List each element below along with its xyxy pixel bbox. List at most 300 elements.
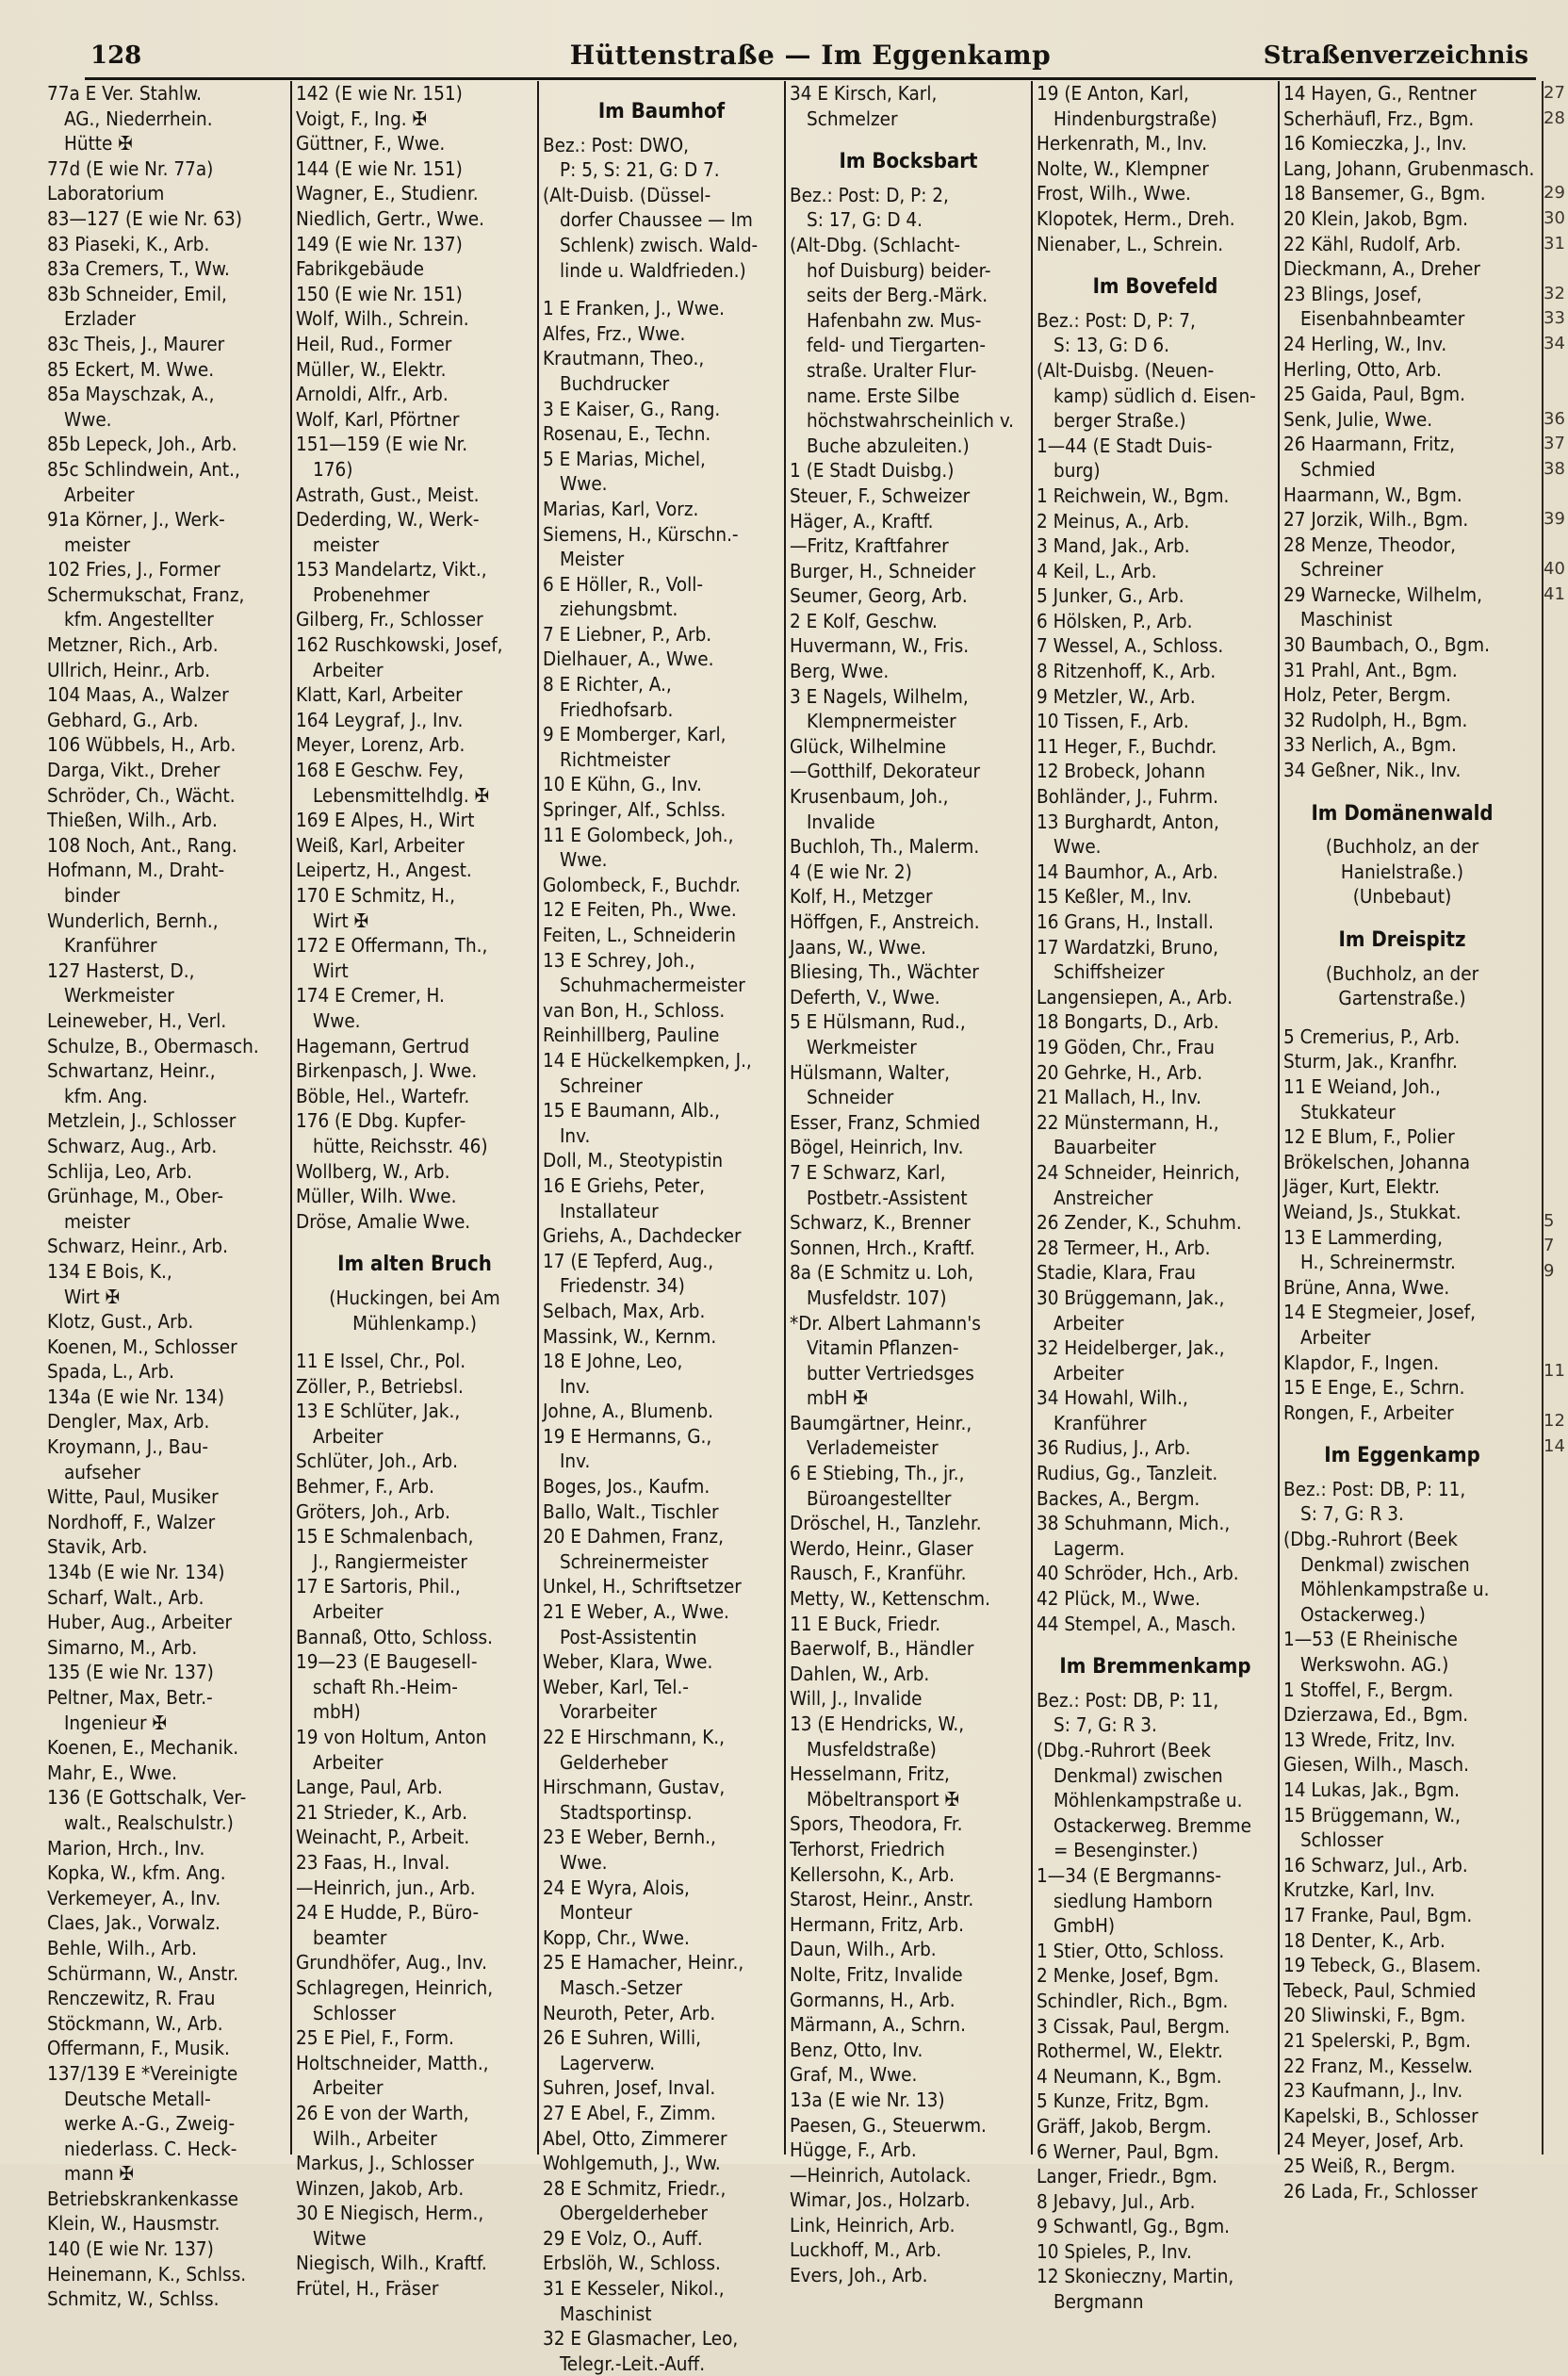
entry-continuation: Büroangestellter xyxy=(807,1486,952,1510)
entry-continuation: Wwe. xyxy=(1054,835,1102,859)
directory-entry: Klotz, Gust., Arb. xyxy=(47,1310,194,1334)
page-number: 128 xyxy=(90,41,142,70)
directory-entry: 15 E Baumann, Alb., xyxy=(543,1099,720,1122)
directory-entry: Birkenpasch, J. Wwe. xyxy=(296,1059,478,1083)
directory-entry: Rudius, Gg., Tanzleit. xyxy=(1037,1462,1218,1485)
directory-entry: 34 Geßner, Nik., Inv. xyxy=(1283,759,1462,782)
edge-fragment xyxy=(1544,983,1568,1008)
directory-entry: 13 E Lammerding, xyxy=(1283,1225,1443,1249)
directory-entry: Huber, Aug., Arbeiter xyxy=(47,1611,233,1634)
directory-entry: 1 (E Stadt Duisbg.) xyxy=(790,459,955,483)
directory-entry: Stöckmann, W., Arb. xyxy=(47,2011,223,2035)
directory-entry: 17 Wardatzki, Bruno, xyxy=(1037,935,1218,959)
entry-continuation: name. Erste Silbe xyxy=(807,384,960,407)
directory-entry: 4 Keil, L., Arb. xyxy=(1037,559,1157,582)
directory-entry: 20 Gehrke, H., Arb. xyxy=(1037,1060,1203,1084)
directory-entry: Sturm, Jak., Kranfhr. xyxy=(1283,1050,1458,1073)
directory-entry: 16 Grans, H., Install. xyxy=(1037,910,1214,933)
directory-entry: Langer, Friedr., Bgm. xyxy=(1037,2165,1217,2188)
entry-continuation: mbH) xyxy=(313,1700,361,1724)
directory-entry: 31 Prahl, Ant., Bgm. xyxy=(1283,658,1458,681)
edge-fragment xyxy=(1544,1711,1568,1736)
directory-entry: Erbslöh, W., Schloss. xyxy=(543,2252,721,2275)
entry-continuation: hof Duisburg) beider- xyxy=(807,258,991,282)
directory-entry: Winzen, Jakob, Arb. xyxy=(296,2176,465,2200)
directory-entry: 136 (E Gottschalk, Ver- xyxy=(47,1786,247,1810)
directory-entry: 1 Stoffel, F., Bergm. xyxy=(1283,1678,1454,1701)
directory-entry: Daun, Wilh., Arb. xyxy=(790,1938,937,1961)
directory-entry: Fabrikgebäude xyxy=(296,257,424,281)
directory-entry: 24 E Wyra, Alois, xyxy=(543,1876,690,1899)
directory-entry: 8a (E Schmitz u. Loh, xyxy=(790,1261,974,1285)
entry-continuation: Maschinist xyxy=(1300,608,1393,631)
street-note: (Buchholz, an der xyxy=(1325,961,1479,985)
directory-entry: Suhren, Josef, Inval. xyxy=(543,2076,716,2100)
entry-continuation: Maschinist xyxy=(560,2302,652,2325)
street-note: (Huckingen, bei Am xyxy=(329,1286,500,1309)
entry-continuation: Möhlenkampstraße u. xyxy=(1054,1789,1243,1812)
directory-entry: 1 E Franken, J., Wwe. xyxy=(543,297,726,320)
column-6 xyxy=(1278,81,1535,2203)
directory-entry: Golombeck, F., Buchdr. xyxy=(543,873,741,896)
directory-entry: 77a E Ver. Stahlw. xyxy=(47,82,203,105)
edge-fragment xyxy=(1544,607,1568,632)
directory-entry: Leipertz, H., Angest. xyxy=(296,859,472,882)
directory-entry: 7 Wessel, A., Schloss. xyxy=(1037,634,1224,658)
directory-entry: 6 Werner, Paul, Bgm. xyxy=(1037,2139,1219,2163)
directory-entry: 12 Skonieczny, Martin, xyxy=(1037,2265,1234,2288)
edge-fragment xyxy=(1544,357,1568,383)
directory-entry: 6 Hölsken, P., Arb. xyxy=(1037,609,1193,632)
directory-entry: 108 Noch, Ant., Rang. xyxy=(47,833,237,857)
directory-entry: Simarno, M., Arb. xyxy=(47,1635,198,1659)
directory-entry: 8 Jebavy, Jul., Arb. xyxy=(1037,2189,1196,2213)
directory-entry: (Alt-Duisbg. (Neuen- xyxy=(1037,358,1215,382)
directory-entry: Krautmann, Theo., xyxy=(543,347,705,370)
street-heading: Im Bremmenkamp xyxy=(1059,1655,1251,1680)
directory-entry: 1 Reichwein, W., Bgm. xyxy=(1037,483,1230,507)
directory-entry: Hagemann, Gertrud xyxy=(296,1034,470,1057)
edge-fragment xyxy=(1544,2211,1568,2237)
directory-entry: 5 Kunze, Fritz, Bgm. xyxy=(1037,2089,1210,2113)
directory-entry: Holtschneider, Matth., xyxy=(296,2051,489,2074)
entry-continuation: Werkmeister xyxy=(64,984,174,1008)
directory-entry: Krusenbaum, Joh., xyxy=(790,785,949,809)
directory-entry: 3 Mand, Jak., Arb. xyxy=(1037,534,1190,558)
directory-entry: 7 E Liebner, P., Arb. xyxy=(543,622,712,646)
directory-entry: Marion, Hrch., Inv. xyxy=(47,1836,205,1860)
edge-fragment xyxy=(1544,1761,1568,1786)
edge-fragment xyxy=(1544,1309,1568,1335)
directory-entry: Bez.: Post: DB, P: 11, xyxy=(1283,1477,1466,1500)
directory-entry: 22 Kähl, Rudolf, Arb. xyxy=(1283,232,1462,255)
directory-entry: Baumgärtner, Heinr., xyxy=(790,1411,972,1434)
directory-entry: 12 E Blum, F., Polier xyxy=(1283,1125,1455,1149)
edge-fragment xyxy=(1544,2161,1568,2187)
directory-entry: 15 E Enge, E., Schrn. xyxy=(1283,1376,1465,1400)
directory-entry: Spada, L., Arb. xyxy=(47,1360,175,1384)
directory-entry: 170 E Schmitz, H., xyxy=(296,884,456,907)
edge-fragment xyxy=(1544,1134,1568,1159)
directory-entry: Höffgen, F., Anstreich. xyxy=(790,910,980,933)
directory-entry: 32 E Glasmacher, Leo, xyxy=(543,2327,739,2351)
directory-entry: Mahr, E., Wwe. xyxy=(47,1761,177,1784)
directory-entry: Will, J., Invalide xyxy=(790,1687,923,1711)
street-note: (Unbebaut) xyxy=(1352,885,1452,909)
entry-continuation: Verlademeister xyxy=(807,1436,939,1460)
directory-entry: Heil, Rud., Former xyxy=(296,332,452,355)
entry-continuation: Invalide xyxy=(807,810,875,833)
directory-entry: 16 E Griehs, Peter, xyxy=(543,1173,705,1197)
directory-entry: 1—34 (E Bergmanns- xyxy=(1037,1863,1222,1887)
directory-entry: 26 Zender, K., Schuhm. xyxy=(1037,1211,1242,1235)
edge-fragment xyxy=(1544,1811,1568,1836)
directory-entry: Bögel, Heinrich, Inv. xyxy=(790,1136,964,1159)
directory-entry: Berg, Wwe. xyxy=(790,660,890,683)
edge-fragment xyxy=(1544,1836,1568,1861)
entry-continuation: beamter xyxy=(313,1925,387,1949)
entry-continuation: Erzlader xyxy=(64,307,136,331)
directory-entry: 28 E Schmitz, Friedr., xyxy=(543,2176,727,2200)
entry-continuation: Schmied xyxy=(1300,457,1376,481)
entry-continuation: mann ✠ xyxy=(64,2162,134,2186)
directory-entry: 11 E Golombeck, Joh., xyxy=(543,823,734,846)
directory-entry: 30 E Niegisch, Herm., xyxy=(296,2202,484,2225)
directory-entry: 12 E Feiten, Ph., Wwe. xyxy=(543,898,737,922)
directory-entry: 134 E Bois, K., xyxy=(47,1259,172,1283)
entry-continuation: Lebensmittelhdlg. ✠ xyxy=(313,783,490,807)
directory-entry: Nienaber, L., Schrein. xyxy=(1037,232,1224,255)
directory-entry: 134a (E wie Nr. 134) xyxy=(47,1385,225,1408)
edge-fragment xyxy=(1544,883,1568,909)
entry-continuation: Arbeiter xyxy=(313,1600,384,1624)
street-note: (Buchholz, an der xyxy=(1325,835,1479,859)
edge-fragment xyxy=(1544,483,1568,508)
directory-entry: 10 E Kühn, G., Inv. xyxy=(543,773,702,796)
entry-continuation: Masch.-Setzer xyxy=(560,1975,683,1999)
entry-continuation: Musfeldstraße) xyxy=(807,1737,937,1761)
directory-entry: 34 E Kirsch, Karl, xyxy=(790,82,938,105)
directory-entry: 172 E Offermann, Th., xyxy=(296,934,488,958)
directory-entry: Dröse, Amalie Wwe. xyxy=(296,1209,471,1233)
directory-entry: 5 E Marias, Michel, xyxy=(543,447,706,470)
entry-continuation: ziehungsbmt. xyxy=(560,598,678,621)
directory-entry: 18 Denter, K., Arb. xyxy=(1283,1928,1446,1952)
edge-fragment xyxy=(1544,156,1568,182)
directory-entry: 21 E Weber, A., Wwe. xyxy=(543,1600,729,1624)
directory-entry: 14 Baumhor, A., Arb. xyxy=(1037,860,1218,883)
entry-continuation: höchstwahrscheinlich v. xyxy=(807,409,1015,433)
directory-entry: 85c Schlindwein, Ant., xyxy=(47,457,240,481)
directory-entry: Wohlgemuth, J., Ww. xyxy=(543,2152,721,2175)
directory-entry: Nordhoff, F., Walzer xyxy=(47,1510,216,1533)
directory-entry: 18 Bansemer, G., Bgm. xyxy=(1283,182,1486,205)
edge-fragment: 37 xyxy=(1544,434,1565,454)
directory-entry: Schlüter, Joh., Arb. xyxy=(296,1450,458,1473)
entry-continuation: Friedhofsarb. xyxy=(560,697,674,721)
directory-entry: 102 Fries, J., Former xyxy=(47,558,220,582)
directory-entry: 137/139 E *Vereinigte xyxy=(47,2061,238,2085)
entry-continuation: Wirt ✠ xyxy=(64,1285,121,1308)
directory-entry: 8 Ritzenhoff, K., Arb. xyxy=(1037,660,1217,683)
directory-entry: 83b Schneider, Emil, xyxy=(47,282,227,305)
directory-entry: Müller, Wilh. Wwe. xyxy=(296,1185,457,1208)
entry-continuation: AG., Niederrhein. xyxy=(64,107,213,130)
directory-entry: 12 Brobeck, Johann xyxy=(1037,760,1206,783)
directory-entry: Schlija, Leo, Arb. xyxy=(47,1159,192,1183)
directory-entry: 5 Cremerius, P., Arb. xyxy=(1283,1024,1461,1048)
edge-fragment xyxy=(1544,1008,1568,1034)
directory-entry: Dröschel, H., Tanzlehr. xyxy=(790,1512,982,1535)
directory-entry: Alfes, Frz., Wwe. xyxy=(543,321,686,345)
directory-entry: 28 Termeer, H., Arb. xyxy=(1037,1236,1211,1259)
directory-entry: Werdo, Heinr., Glaser xyxy=(790,1536,973,1560)
edge-fragment xyxy=(1544,1108,1568,1134)
entry-continuation: Denkmal) zwischen xyxy=(1300,1552,1470,1576)
directory-entry: Bohländer, J., Fuhrm. xyxy=(1037,785,1219,809)
directory-entry: Krutzke, Karl, Inv. xyxy=(1283,1878,1436,1902)
directory-entry: (Dbg.-Ruhrort (Beek xyxy=(1283,1528,1458,1551)
directory-entry: 164 Leygraf, J., Inv. xyxy=(296,708,464,731)
directory-entry: 19 Göden, Chr., Frau xyxy=(1037,1035,1215,1058)
directory-entry: 10 Spieles, P., Inv. xyxy=(1037,2239,1192,2263)
directory-entry: Dengler, Max, Arb. xyxy=(47,1410,210,1434)
entry-continuation: Wwe. xyxy=(64,407,112,431)
directory-entry: 14 E Hückelkempken, J., xyxy=(543,1048,752,1072)
entry-continuation: Stukkateur xyxy=(1300,1100,1396,1123)
section-title: Straßenverzeichnis xyxy=(1263,41,1528,70)
directory-entry: 13 E Schrey, Joh., xyxy=(543,948,695,972)
directory-entry: Stavik, Arb. xyxy=(47,1535,148,1559)
directory-entry: 83 Piaseki, K., Arb. xyxy=(47,232,210,255)
column-1 xyxy=(43,81,290,2311)
directory-entry: Klatt, Karl, Arbeiter xyxy=(296,683,463,707)
directory-entry: 3 E Nagels, Wilhelm, xyxy=(790,684,969,708)
directory-entry: Niedlich, Gertr., Wwe. xyxy=(296,206,485,230)
directory-entry: Glück, Wilhelmine xyxy=(790,734,946,758)
directory-entry: Lang, Johann, Grubenmasch. xyxy=(1283,156,1535,180)
entry-continuation: straße. Uralter Flur- xyxy=(807,358,977,382)
directory-entry: Spors, Theodora, Fr. xyxy=(790,1812,963,1836)
directory-entry: 32 Rudolph, H., Bgm. xyxy=(1283,708,1468,731)
directory-entry: 38 Schuhmann, Mich., xyxy=(1037,1512,1231,1535)
entry-continuation: siedlung Hamborn xyxy=(1054,1889,1213,1912)
edge-fragment: 38 xyxy=(1544,458,1565,479)
edge-fragment: 40 xyxy=(1544,559,1565,580)
directory-entry: Marias, Karl, Vorz. xyxy=(543,497,699,520)
directory-entry: 21 Spelerski, P., Bgm. xyxy=(1283,2028,1471,2052)
directory-entry: Rongen, F., Arbeiter xyxy=(1283,1401,1454,1424)
directory-entry: Schröder, Ch., Wächt. xyxy=(47,783,236,807)
directory-entry: 20 Sliwinski, F., Bgm. xyxy=(1283,2004,1466,2027)
directory-entry: 42 Plück, M., Wwe. xyxy=(1037,1587,1200,1611)
directory-entry: 17 (E Tepferd, Aug., xyxy=(543,1249,714,1272)
directory-entry: Metty, W., Kettenschm. xyxy=(790,1587,990,1611)
directory-entry: van Bon, H., Schloss. xyxy=(543,998,726,1022)
directory-entry: Baerwolf, B., Händler xyxy=(790,1637,974,1661)
directory-entry: Massink, W., Kernm. xyxy=(543,1324,717,1348)
entry-continuation: Ostackerweg.) xyxy=(1300,1602,1426,1626)
directory-entry: —Heinrich, Autolack. xyxy=(790,2163,972,2187)
edge-fragment xyxy=(1544,632,1568,658)
entry-continuation: S: 17, G: D 4. xyxy=(807,208,923,232)
directory-entry: Lange, Paul, Arb. xyxy=(296,1776,443,1799)
entry-continuation: Arbeiter xyxy=(1054,1311,1124,1335)
directory-entry: 27 Jorzik, Wilh., Bgm. xyxy=(1283,508,1469,532)
directory-entry: 11 E Buck, Friedr. xyxy=(790,1612,941,1635)
directory-entry: Hügge, F., Arb. xyxy=(790,2138,917,2162)
edge-fragment xyxy=(1544,1285,1568,1310)
directory-entry: Brüne, Anna, Wwe. xyxy=(1283,1275,1450,1299)
edge-fragment xyxy=(1544,1936,1568,1961)
entry-continuation: Schuhmachermeister xyxy=(560,974,745,997)
entry-continuation: Hütte ✠ xyxy=(64,132,133,156)
directory-entry: 140 (E wie Nr. 137) xyxy=(47,2237,214,2261)
edge-fragment xyxy=(1544,959,1568,984)
directory-entry: 4 (E wie Nr. 2) xyxy=(790,860,912,883)
street-note: Mühlenkamp.) xyxy=(352,1311,477,1335)
directory-entry: Klapdor, F., Ingen. xyxy=(1283,1351,1440,1374)
directory-entry: Schmitz, W., Schlss. xyxy=(47,2287,220,2311)
directory-entry: 26 E Suhren, Willi, xyxy=(543,2026,701,2050)
entry-continuation: Friedenstr. 34) xyxy=(560,1274,685,1298)
directory-entry: 19—23 (E Baugesell- xyxy=(296,1650,478,1674)
entry-continuation: kfm. Ang. xyxy=(64,1084,148,1107)
entry-continuation: Buche abzuleiten.) xyxy=(807,434,970,457)
directory-entry: Stadie, Klara, Frau xyxy=(1037,1261,1196,1285)
entry-continuation: Deutsche Metall- xyxy=(64,2087,211,2110)
entry-continuation: Kranführer xyxy=(1054,1411,1147,1434)
directory-entry: 27 E Abel, F., Zimm. xyxy=(543,2101,716,2124)
directory-entry: 33 Nerlich, A., Bgm. xyxy=(1283,733,1457,757)
directory-entry: Langensiepen, A., Arb. xyxy=(1037,985,1233,1008)
edge-fragment: 32 xyxy=(1544,283,1565,303)
directory-entry: Dzierzawa, Ed., Bgm. xyxy=(1283,1703,1469,1727)
entry-continuation: Arbeiter xyxy=(313,1750,384,1774)
edge-fragment xyxy=(1544,1034,1568,1059)
directory-entry: 11 E Issel, Chr., Pol. xyxy=(296,1350,466,1373)
entry-continuation: Telegr.-Leit.-Auff. xyxy=(560,2351,706,2375)
entry-continuation: Anstreicher xyxy=(1054,1186,1153,1209)
edge-fragment: 33 xyxy=(1544,308,1565,329)
directory-entry: 149 (E wie Nr. 137) xyxy=(296,232,463,255)
directory-entry: Sonnen, Hrch., Kraftf. xyxy=(790,1236,975,1259)
directory-entry: Schermukschat, Franz, xyxy=(47,582,245,606)
directory-entry: 22 Münstermann, H., xyxy=(1037,1110,1219,1134)
entry-continuation: 176) xyxy=(313,457,353,481)
directory-entry: 174 E Cremer, H. xyxy=(296,984,445,1008)
directory-entry: Koenen, E., Mechanik. xyxy=(47,1736,239,1760)
directory-entry: 5 Junker, G., Arb. xyxy=(1037,584,1184,608)
directory-entry: Schwarz, Aug., Arb. xyxy=(47,1134,218,1157)
directory-entry: 9 Metzler, W., Arb. xyxy=(1037,684,1196,708)
entry-continuation: S: 13, G: D 6. xyxy=(1054,334,1169,357)
directory-entry: Griehs, A., Dachdecker xyxy=(543,1224,742,1248)
directory-entry: 2 Meinus, A., Arb. xyxy=(1037,509,1190,533)
street-note: Hanielstraße.) xyxy=(1340,860,1464,883)
edge-fragment: 34 xyxy=(1544,333,1565,353)
edge-fragment xyxy=(1544,682,1568,708)
directory-entry: 15 Keßler, M., Inv. xyxy=(1037,885,1192,909)
entry-continuation: walt., Realschulstr.) xyxy=(64,1811,234,1834)
directory-entry: 9 E Momberger, Karl, xyxy=(543,723,727,746)
directory-entry: Unkel, H., Schriftsetzer xyxy=(543,1575,742,1598)
directory-entry: Herkenrath, M., Inv. xyxy=(1037,132,1208,156)
directory-entry: 8 E Richter, A., xyxy=(543,673,672,696)
entry-continuation: Schiffsheizer xyxy=(1054,960,1165,984)
directory-entry: 104 Maas, A., Walzer xyxy=(47,683,229,707)
directory-entry: Brökelschen, Johanna xyxy=(1283,1150,1471,1173)
directory-entry: 13a (E wie Nr. 13) xyxy=(790,2088,945,2111)
edge-fragment xyxy=(1544,256,1568,282)
directory-entry: Bez.: Post: D, P: 2, xyxy=(790,183,949,206)
directory-entry: 13 E Schlüter, Jak., xyxy=(296,1400,461,1423)
directory-entry: 19 E Hermanns, G., xyxy=(543,1424,712,1448)
directory-entry: Haarmann, W., Bgm. xyxy=(1283,483,1462,506)
directory-entry: Meyer, Lorenz, Arb. xyxy=(296,733,466,757)
entry-continuation: J., Rangiermeister xyxy=(313,1549,467,1573)
directory-entry: 31 E Kesseler, Nikol., xyxy=(543,2277,725,2301)
directory-entry: 1 Stier, Otto, Schloss. xyxy=(1037,1939,1225,1962)
directory-entry: —Gotthilf, Dekorateur xyxy=(790,760,981,783)
directory-entry: 83—127 (E wie Nr. 63) xyxy=(47,206,242,230)
directory-entry: Link, Heinrich, Arb. xyxy=(790,2213,956,2237)
directory-entry: Böble, Hel., Wartefr. xyxy=(296,1084,470,1107)
entry-continuation: Bauarbeiter xyxy=(1054,1136,1156,1159)
edge-fragment xyxy=(1544,1910,1568,1936)
directory-entry: 19 (E Anton, Karl, xyxy=(1037,82,1189,105)
directory-entry: 144 (E wie Nr. 151) xyxy=(296,156,463,180)
edge-fragment: 5 xyxy=(1544,1210,1555,1231)
street-note: Gartenstraße.) xyxy=(1338,987,1466,1010)
directory-entry: Schwartanz, Heinr., xyxy=(47,1059,216,1083)
directory-columns xyxy=(43,81,1546,2375)
entry-continuation: Arbeiter xyxy=(1300,1325,1371,1349)
directory-entry: 10 Tissen, F., Arb. xyxy=(1037,710,1189,733)
directory-entry: Kolf, H., Metzger xyxy=(790,885,933,909)
entry-continuation: Arbeiter xyxy=(313,1424,384,1448)
edge-fragment xyxy=(1544,2061,1568,2087)
street-heading: Im Bocksbart xyxy=(839,150,978,174)
directory-entry: 21 Mallach, H., Inv. xyxy=(1037,1086,1202,1109)
directory-entry: 19 von Holtum, Anton xyxy=(296,1726,487,1748)
street-heading: Im alten Bruch xyxy=(337,1253,492,1277)
directory-entry: —Fritz, Kraftfahrer xyxy=(790,534,949,558)
entry-continuation: butter Vertriedsges xyxy=(807,1361,974,1385)
edge-fragment: 30 xyxy=(1544,207,1565,228)
directory-entry: 6 E Höller, R., Voll- xyxy=(543,572,703,596)
directory-entry: 142 (E wie Nr. 151) xyxy=(296,82,463,105)
directory-entry: Siemens, H., Kürschn.- xyxy=(543,522,739,546)
directory-entry: Ullrich, Heinr., Arb. xyxy=(47,658,211,681)
directory-entry: Kopp, Chr., Wwe. xyxy=(543,1925,690,1949)
directory-entry: Luckhoff, M., Arb. xyxy=(790,2238,942,2262)
entry-continuation: Wwe. xyxy=(560,472,608,496)
entry-continuation: niederlass. C. Heck- xyxy=(64,2137,237,2160)
directory-entry: 23 Faas, H., Inval. xyxy=(296,1850,450,1874)
adjacent-page-edge xyxy=(1542,81,1568,2155)
directory-entry: 18 Bongarts, D., Arb. xyxy=(1037,1010,1219,1034)
directory-entry: 3 Cissak, Paul, Bergm. xyxy=(1037,2014,1231,2038)
directory-entry: Hermann, Fritz, Arb. xyxy=(790,1912,965,1936)
directory-entry: 25 Weiß, R., Bergm. xyxy=(1283,2154,1456,2177)
entry-continuation: Buchdrucker xyxy=(560,371,670,395)
directory-entry: Behmer, F., Arb. xyxy=(296,1475,434,1499)
directory-entry: Reinhillberg, Pauline xyxy=(543,1024,720,1047)
directory-entry: 16 Komieczka, J., Inv. xyxy=(1283,132,1467,156)
edge-fragment xyxy=(1544,1184,1568,1209)
edge-fragment xyxy=(1544,1560,1568,1585)
